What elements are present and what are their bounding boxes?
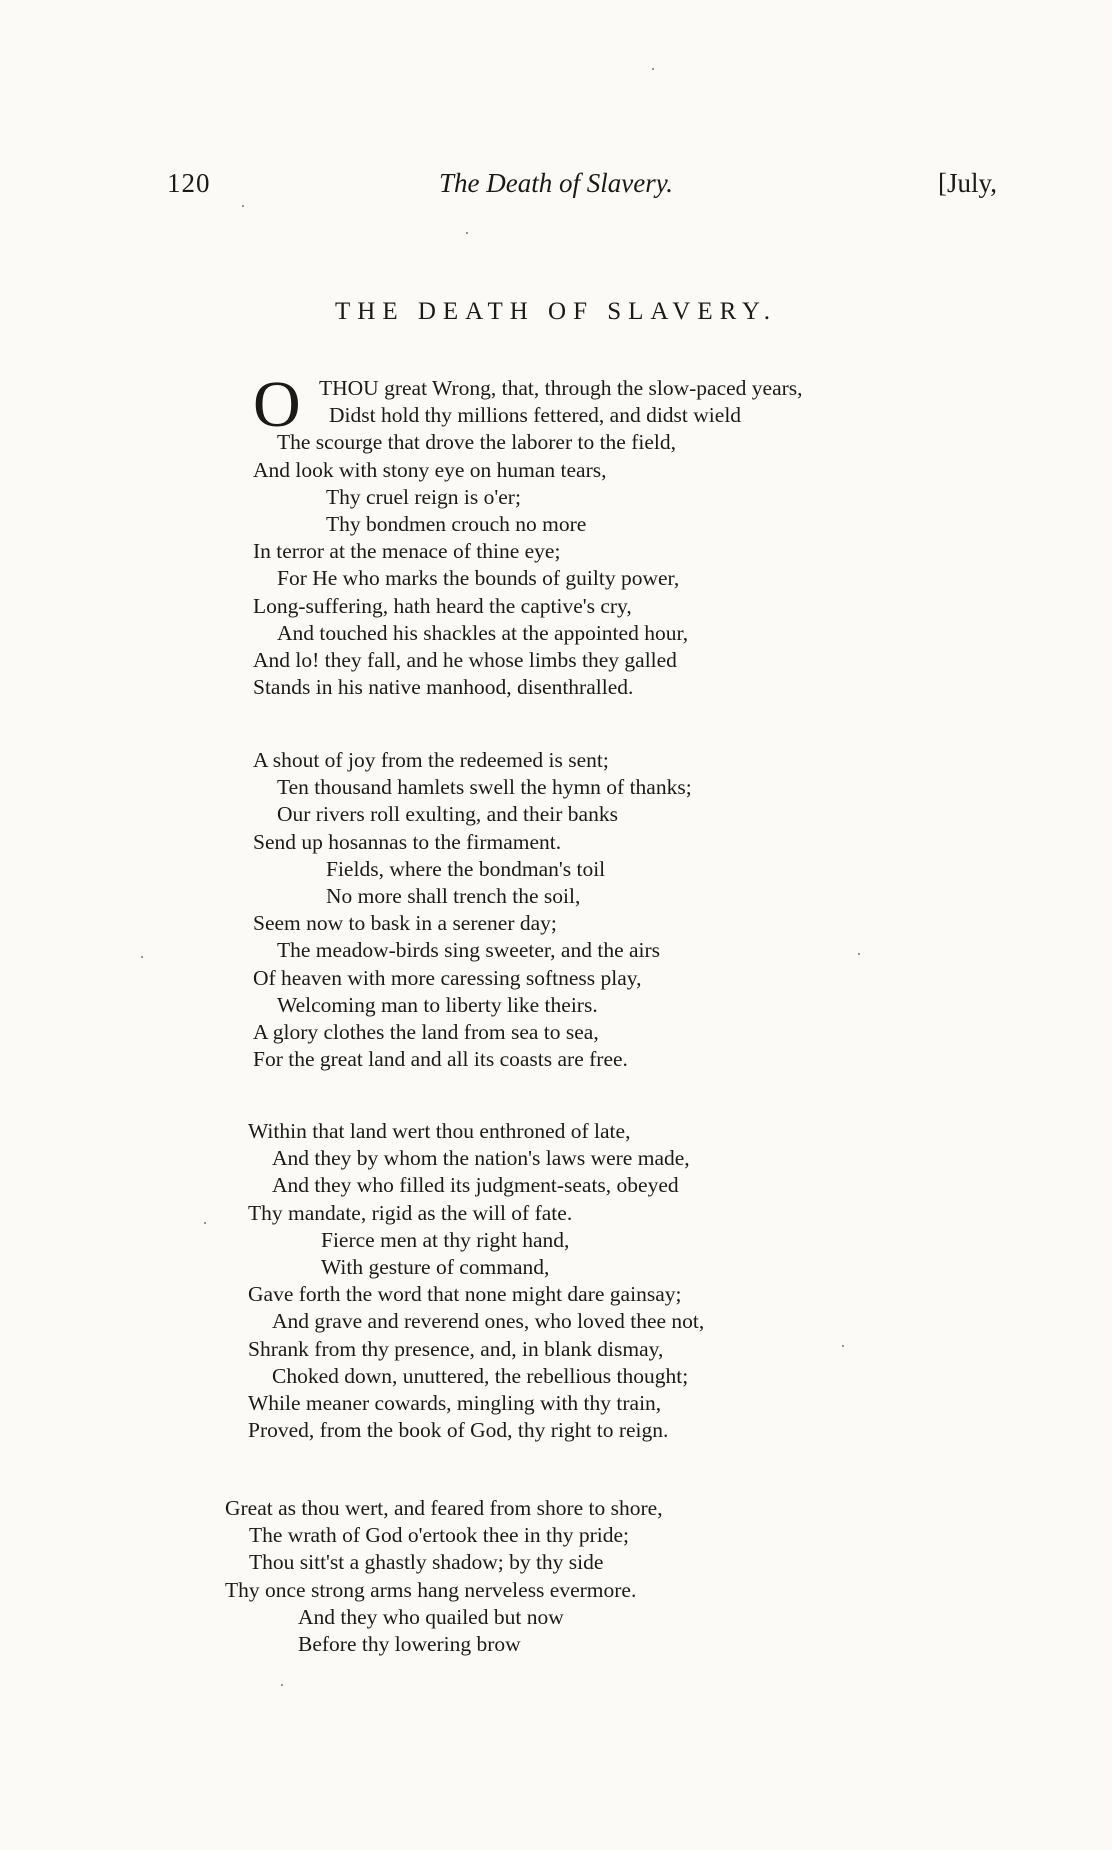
poem-line: THOU great Wrong, that, through the slow-paced years, [319,376,803,400]
poem-line: No more shall trench the soil, [326,883,581,908]
running-month: [July, [938,168,997,198]
poem-line: The wrath of God o'ertook thee in thy pride; [249,1523,630,1548]
poem-line: Our rivers roll exulting, and their banks [277,802,618,827]
poem-line: Didst hold thy millions fettered, and didst wield [329,403,742,428]
poem-line: Great as thou wert, and feared from shore to shore, [225,1496,663,1520]
paper-speck [242,205,244,207]
poem-line: Gave forth the word that none might dare gainsay; [248,1282,682,1307]
poem-line: And touched his shackles at the appointed hour, [277,620,689,645]
paper-speck [141,956,143,958]
poem-line: Before thy lowering brow [298,1631,521,1656]
stanza-2 [253,747,692,1073]
poem-line: And they who filled its judgment-seats, obeyed [272,1173,679,1198]
poem-line: And look with stony eye on human tears, [253,457,607,482]
running-title: The Death of Slavery. [439,168,673,198]
poem-line: A shout of joy from the redeemed is sent; [253,748,609,772]
poem-line: Seem now to bask in a serener day; [253,911,557,936]
poem-line: Stands in his native manhood, disenthralled. [253,675,634,700]
poem-line: And they by whom the nation's laws were made, [272,1146,690,1171]
paper-speck [652,68,654,70]
paper-speck [842,1345,844,1347]
poem-line: For He who marks the bounds of guilty power, [277,566,680,591]
running-head [0,168,1112,208]
paper-speck [858,953,860,955]
poem-line: Thy bondmen crouch no more [326,511,587,536]
poem-line: Ten thousand hamlets swell the hymn of thanks; [277,775,692,800]
paper-speck [281,1684,283,1686]
paper-speck [466,232,468,234]
poem-line: Proved, from the book of God, thy right to reign. [248,1418,669,1443]
paper-speck [204,1222,206,1224]
poem-line: While meaner cowards, mingling with thy train, [248,1390,662,1415]
poem-line: The meadow-birds sing sweeter, and the airs [277,938,661,963]
poem-title: THE DEATH OF SLAVERY. [335,298,777,325]
poem-line: Fierce men at thy right hand, [321,1227,570,1252]
poem-line: Send up hosannas to the firmament. [253,829,562,854]
poem-line: Within that land wert thou enthroned of late, [248,1119,631,1143]
page-number: 120 [167,168,211,198]
drop-cap: O [253,368,301,441]
poem-line: Shrank from thy presence, and, in blank dismay, [248,1336,664,1361]
poem-line: The scourge that drove the laborer to the field, [277,430,676,455]
poem-line: A glory clothes the land from sea to sea, [253,1019,599,1044]
poem-line: Thy once strong arms hang nerveless evermore. [225,1577,637,1602]
poem-line: Long-suffering, hath heard the captive's cry, [253,593,632,618]
poem-line: Thy mandate, rigid as the will of fate. [248,1200,573,1225]
poem-line: And lo! they fall, and he whose limbs they galled [253,647,677,672]
poem-line: Thy cruel reign is o'er; [326,484,521,509]
stanza-3 [248,1118,704,1444]
poem-line: Thou sitt'st a ghastly shadow; by thy side [249,1550,604,1575]
poem-line: Choked down, unuttered, the rebellious thought; [272,1363,689,1388]
poem-line: In terror at the menace of thine eye; [253,539,561,564]
poem-line: And grave and reverend ones, who loved thee not, [272,1309,705,1334]
poem-line: Fields, where the bondman's toil [326,856,606,881]
stanza-4 [225,1495,663,1658]
poem-line: With gesture of command, [321,1254,550,1279]
poem-line: Welcoming man to liberty like theirs. [277,992,598,1017]
stanza-1 [253,375,803,701]
poem-line: For the great land and all its coasts are free. [253,1047,628,1072]
poem-line: And they who quailed but now [298,1604,564,1629]
poem-line: Of heaven with more caressing softness play, [253,965,642,990]
